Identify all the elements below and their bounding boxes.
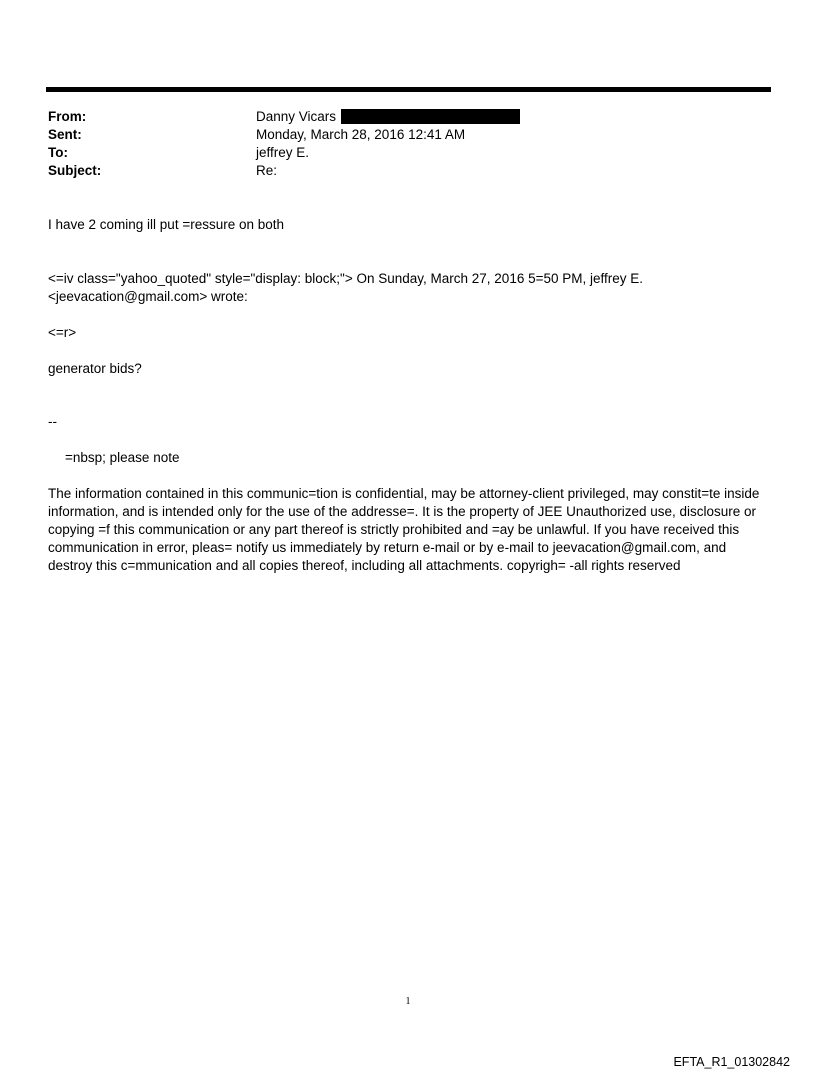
- quoted-intro: <=iv class="yahoo_quoted" style="display: block;"> On Sunday, March 27, 2016 5=50 PM, jeffrey E. <jeevacation@gmail.com> wrote:: [48, 271, 644, 304]
- sent-value: Monday, March 28, 2016 12:41 AM: [256, 127, 466, 142]
- signature-separator: --: [48, 414, 57, 429]
- from-value-group: [256, 108, 520, 126]
- top-divider-rule: [46, 87, 771, 92]
- br-tag-line: <=r>: [48, 325, 77, 340]
- reply-line: I have 2 coming ill put =ressure on both: [48, 217, 285, 232]
- disclaimer-paragraph: The information contained in this communic=tion is confidential, may be attorney-client privileged, may constit=te inside information, and is intended only for the use of the addresse=. It is the property of JEE Unauthorized use, disclosure or copying =f this communication or any part thereof is strictly prohibited and =ay be unlawful. If you have received this communication in error, pleas= notify us immediately by return e-mail or by e-mail to jeevacation@gmail.com, and destroy this c=mmunication and all copies thereof, including all attachments. copyrigh= -all rights reserved: [48, 486, 760, 573]
- subject-value: Re:: [256, 163, 278, 178]
- to-label: To:: [48, 145, 68, 160]
- bates-number: EFTA_R1_01302842: [673, 1055, 790, 1069]
- from-label: From:: [48, 109, 87, 124]
- to-value: jeffrey E.: [256, 145, 310, 160]
- nbsp-note: =nbsp; please note: [65, 450, 180, 465]
- redaction-block: [341, 109, 520, 124]
- sent-label: Sent:: [48, 127, 82, 142]
- from-value: Danny Vicars: [256, 109, 337, 124]
- page-number: 1: [405, 996, 411, 1007]
- subject-label: Subject:: [48, 163, 102, 178]
- question-line: generator bids?: [48, 361, 142, 376]
